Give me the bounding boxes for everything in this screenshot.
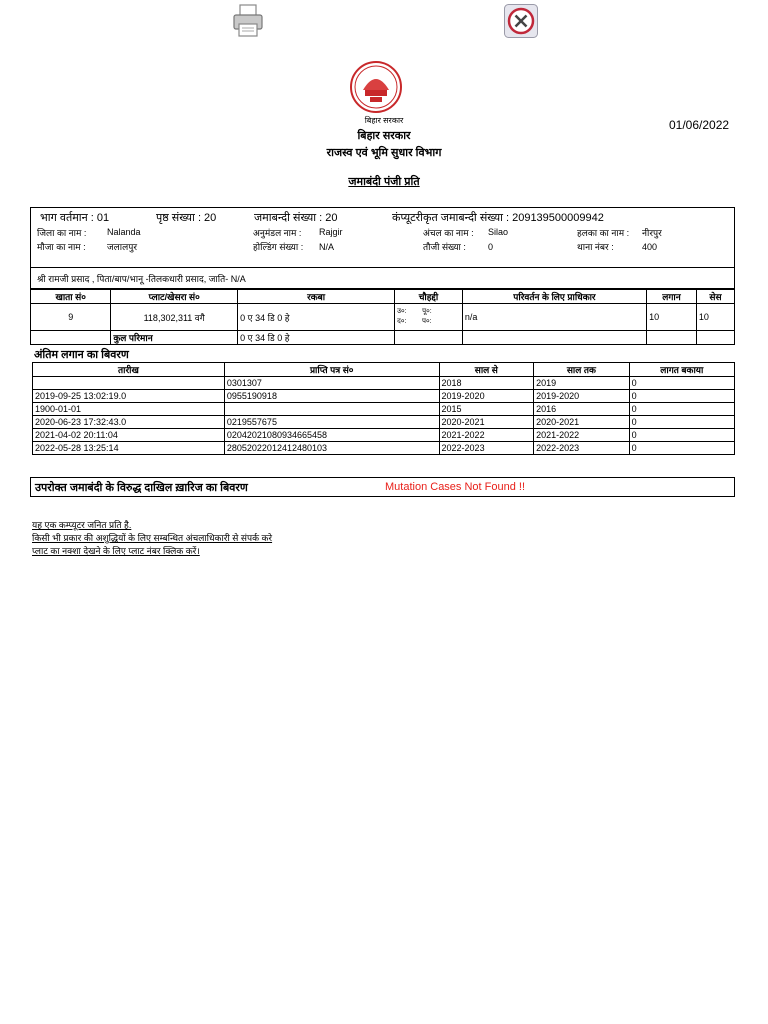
khata-number: 9: [31, 304, 111, 331]
col-rakba: रकबा: [238, 290, 395, 304]
plot-table: [30, 289, 735, 345]
holding-value: N/A: [319, 242, 335, 252]
year-from-cell: 2019-2020: [439, 390, 534, 403]
owner-details: श्री रामजी प्रसाद , पिता/बाप/भानू -तिलकधारी प्रसाद, जाति- N/A: [37, 274, 246, 284]
note-contact-officer: किसी भी प्रकार की अशुद्धियों के लिए सम्बन्धित अंचलाधिकारी से संपर्क करे: [32, 533, 273, 543]
year-to-cell: 2016: [534, 403, 630, 416]
note-plot-map: प्लाट का नक्शा देखने के लिए प्लाट नंबर क्लिक करें।: [32, 546, 200, 556]
dues-cell: 0: [629, 403, 734, 416]
col-year-to: साल तक: [534, 363, 630, 377]
mauja-label: मौजा का नाम :: [37, 242, 86, 252]
page-number: पृष्ठ संख्या : 20: [156, 212, 217, 224]
mutation-label: उपरोक्त जमाबंदी के विरुद्ध दाखिल ख़ारिज का बिवरण: [35, 482, 248, 494]
col-ses: सेस: [696, 290, 734, 304]
circle-value: Silao: [488, 227, 509, 237]
adhikar-value: n/a: [462, 304, 646, 331]
year-to-cell: 2021-2022: [534, 429, 630, 442]
lagan-table: [32, 362, 735, 455]
mutation-box: [30, 477, 735, 497]
year-from-cell: 2021-2022: [439, 429, 534, 442]
document-date: 01/06/2022: [669, 118, 730, 132]
receipt-cell: 0955190918: [224, 390, 439, 403]
col-adhikar: परिवर्तन के लिए प्राधिकार: [462, 290, 646, 304]
date-cell: [33, 377, 225, 390]
date-cell: 2022-05-28 13:25:14: [33, 442, 225, 455]
subdivision-label: अनुमंडल नाम :: [253, 228, 302, 238]
col-receipt: प्राप्ति पत्र सं०: [224, 363, 439, 377]
computer-jamabandi-number: कंप्यूटरीकृत जमाबन्दी संख्या : 209139500009942: [392, 212, 604, 224]
date-cell: 2021-04-02 20:11:04: [33, 429, 225, 442]
summary-box: [30, 207, 735, 289]
date-cell: 2020-06-23 17:32:43.0: [33, 416, 225, 429]
dept-name: राजस्व एवं भूमि सुधार विभाग: [326, 147, 442, 159]
west-label: प०:: [421, 318, 432, 325]
dues-cell: 0: [629, 416, 734, 429]
year-from-cell: 2015: [439, 403, 534, 416]
col-dues: लागत बकाया: [629, 363, 734, 377]
total-label: कुल परिमान: [111, 331, 238, 345]
plot-number-link[interactable]: 118,302,311 वगै: [111, 304, 238, 331]
receipt-cell: 28052022012412480103: [224, 442, 439, 455]
col-year-from: साल से: [439, 363, 534, 377]
south-label: द०:: [397, 318, 407, 325]
thana-value: 400: [642, 242, 658, 252]
year-to-cell: 2019: [534, 377, 630, 390]
holding-label: होल्डिंग संख्या :: [253, 242, 304, 252]
gov-name: बिहार सरकार: [357, 130, 411, 142]
lagan-heading: अंतिम लगान का बिवरण: [34, 349, 129, 361]
bihar-emblem-icon: [349, 60, 403, 114]
mauja-value: जलालपुर: [107, 242, 138, 252]
halka-value: नीरपुर: [642, 228, 662, 238]
logo-caption: बिहार सरकार: [364, 116, 404, 125]
district-label: जिला का नाम :: [37, 228, 87, 238]
mutation-status: Mutation Cases Not Found !!: [385, 481, 526, 493]
note-computer-generated: यह एक कम्प्यूटर जनित प्रति है.: [32, 520, 132, 530]
tauji-value: 0: [488, 242, 494, 252]
district-value: Nalanda: [107, 227, 141, 237]
chauhaddi-cell: [395, 304, 463, 331]
east-label: पू०:: [422, 308, 432, 315]
ses-value: 10: [696, 304, 734, 331]
year-from-cell: 2018: [439, 377, 534, 390]
bhag-number: भाग वर्तमान : 01: [40, 212, 110, 224]
table-row: [33, 442, 735, 455]
dues-cell: 0: [629, 429, 734, 442]
dues-cell: 0: [629, 390, 734, 403]
table-row: [33, 416, 735, 429]
date-cell: 2019-09-25 13:02:19.0: [33, 390, 225, 403]
table-row: [33, 403, 735, 416]
col-date: तारीख: [33, 363, 225, 377]
date-cell: 1900-01-01: [33, 403, 225, 416]
jamabandi-number: जमाबन्दी संख्या : 20: [254, 212, 338, 224]
receipt-cell: 0301307: [224, 377, 439, 390]
dues-cell: 0: [629, 377, 734, 390]
col-lagan: लगान: [647, 290, 697, 304]
total-rakba: 0 ए 34 डि 0 हे: [238, 331, 395, 345]
subdivision-value: Rajgir: [319, 227, 343, 237]
rakba-value: 0 ए 34 डि 0 हे: [238, 304, 395, 331]
col-plot: प्लाट/खेसरा सं०: [111, 290, 238, 304]
lagan-value: 10: [647, 304, 697, 331]
printer-icon: [231, 2, 265, 40]
close-icon: [504, 2, 538, 40]
col-chauhaddi: चौहद्दी: [395, 290, 463, 304]
receipt-cell: 02042021080934665458: [224, 429, 439, 442]
year-from-cell: 2022-2023: [439, 442, 534, 455]
table-row: [33, 390, 735, 403]
page-title: जमाबंदी पंजी प्रति: [348, 176, 420, 188]
table-row: [31, 331, 735, 345]
print-button[interactable]: [231, 2, 265, 40]
table-row: [33, 429, 735, 442]
halka-label: हलका का नाम :: [577, 228, 630, 238]
table-row: [31, 304, 735, 331]
circle-label: अंचल का नाम :: [423, 228, 474, 238]
col-khata: खाता सं०: [31, 290, 111, 304]
table-row: [33, 377, 735, 390]
north-label: उ०:: [397, 308, 407, 315]
year-to-cell: 2019-2020: [534, 390, 630, 403]
close-button[interactable]: [504, 2, 538, 40]
year-to-cell: 2022-2023: [534, 442, 630, 455]
tauji-label: तौजी संख्या :: [423, 242, 466, 252]
dues-cell: 0: [629, 442, 734, 455]
thana-label: थाना नंबर :: [577, 242, 614, 252]
receipt-cell: 0219557675: [224, 416, 439, 429]
year-to-cell: 2020-2021: [534, 416, 630, 429]
receipt-cell: [224, 403, 439, 416]
year-from-cell: 2020-2021: [439, 416, 534, 429]
